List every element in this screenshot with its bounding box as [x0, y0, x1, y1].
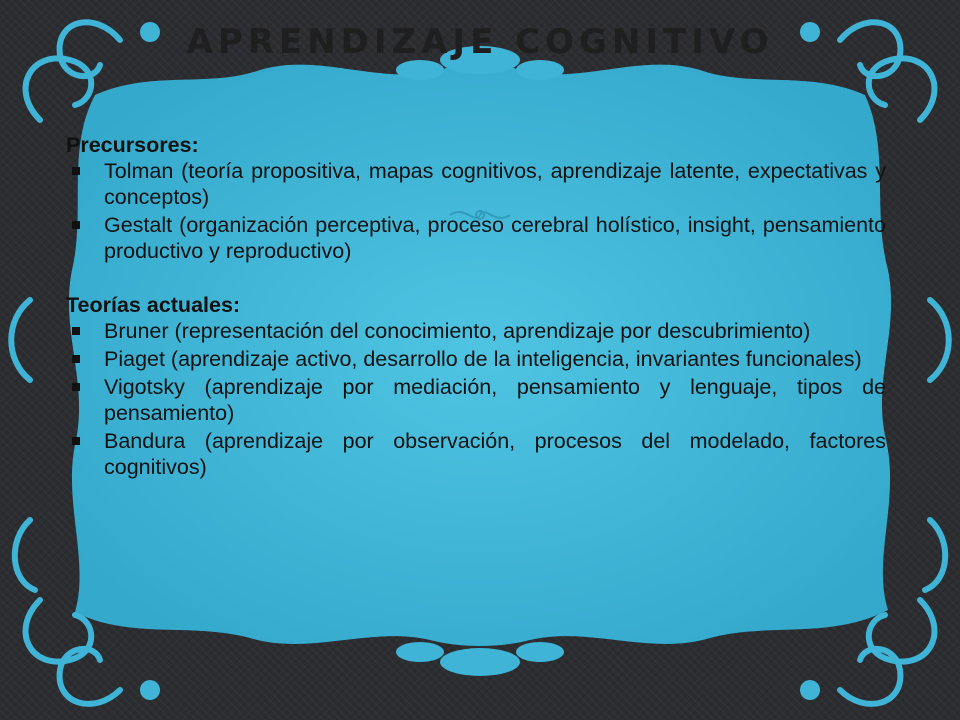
list-item [66, 212, 886, 264]
list-item-text: Vigotsky (aprendizaje por mediación, pensamiento y lenguaje, tipos de pensamiento) [104, 375, 886, 425]
square-bullet-icon [72, 167, 80, 175]
list-item-text: Bruner (representación del conocimiento, aprendizaje por descubrimiento) [104, 319, 811, 343]
list-item-text: Gestalt (organización perceptiva, proceso cerebral holístico, insight, pensamiento productivo y reproductivo) [104, 213, 886, 263]
section-heading-teorias-actuales: Teorías actuales: [66, 293, 241, 317]
precursores-list [66, 158, 886, 264]
list-item-text: Piaget (aprendizaje activo, desarrollo de la inteligencia, invariantes funcionales) [104, 347, 862, 371]
slide-title: APRENDIZAJE COGNITIVO [186, 22, 774, 62]
teorias-actuales-list [66, 318, 886, 480]
square-bullet-icon [72, 327, 80, 335]
list-item [66, 318, 886, 344]
list-item-text: Bandura (aprendizaje por observación, procesos del modelado, factores cognitivos) [104, 429, 886, 479]
list-item [66, 374, 886, 426]
list-item-text: Tolman (teoría propositiva, mapas cognitivos, aprendizaje latente, expectativas y conceptos) [104, 159, 886, 209]
section-heading-precursores: Precursores: [66, 133, 199, 157]
square-bullet-icon [72, 437, 80, 445]
list-item [66, 346, 886, 372]
list-item [66, 428, 886, 480]
square-bullet-icon [72, 355, 80, 363]
square-bullet-icon [72, 383, 80, 391]
square-bullet-icon [72, 221, 80, 229]
slide-content [66, 132, 886, 482]
list-item [66, 158, 886, 210]
spacer [66, 266, 886, 292]
